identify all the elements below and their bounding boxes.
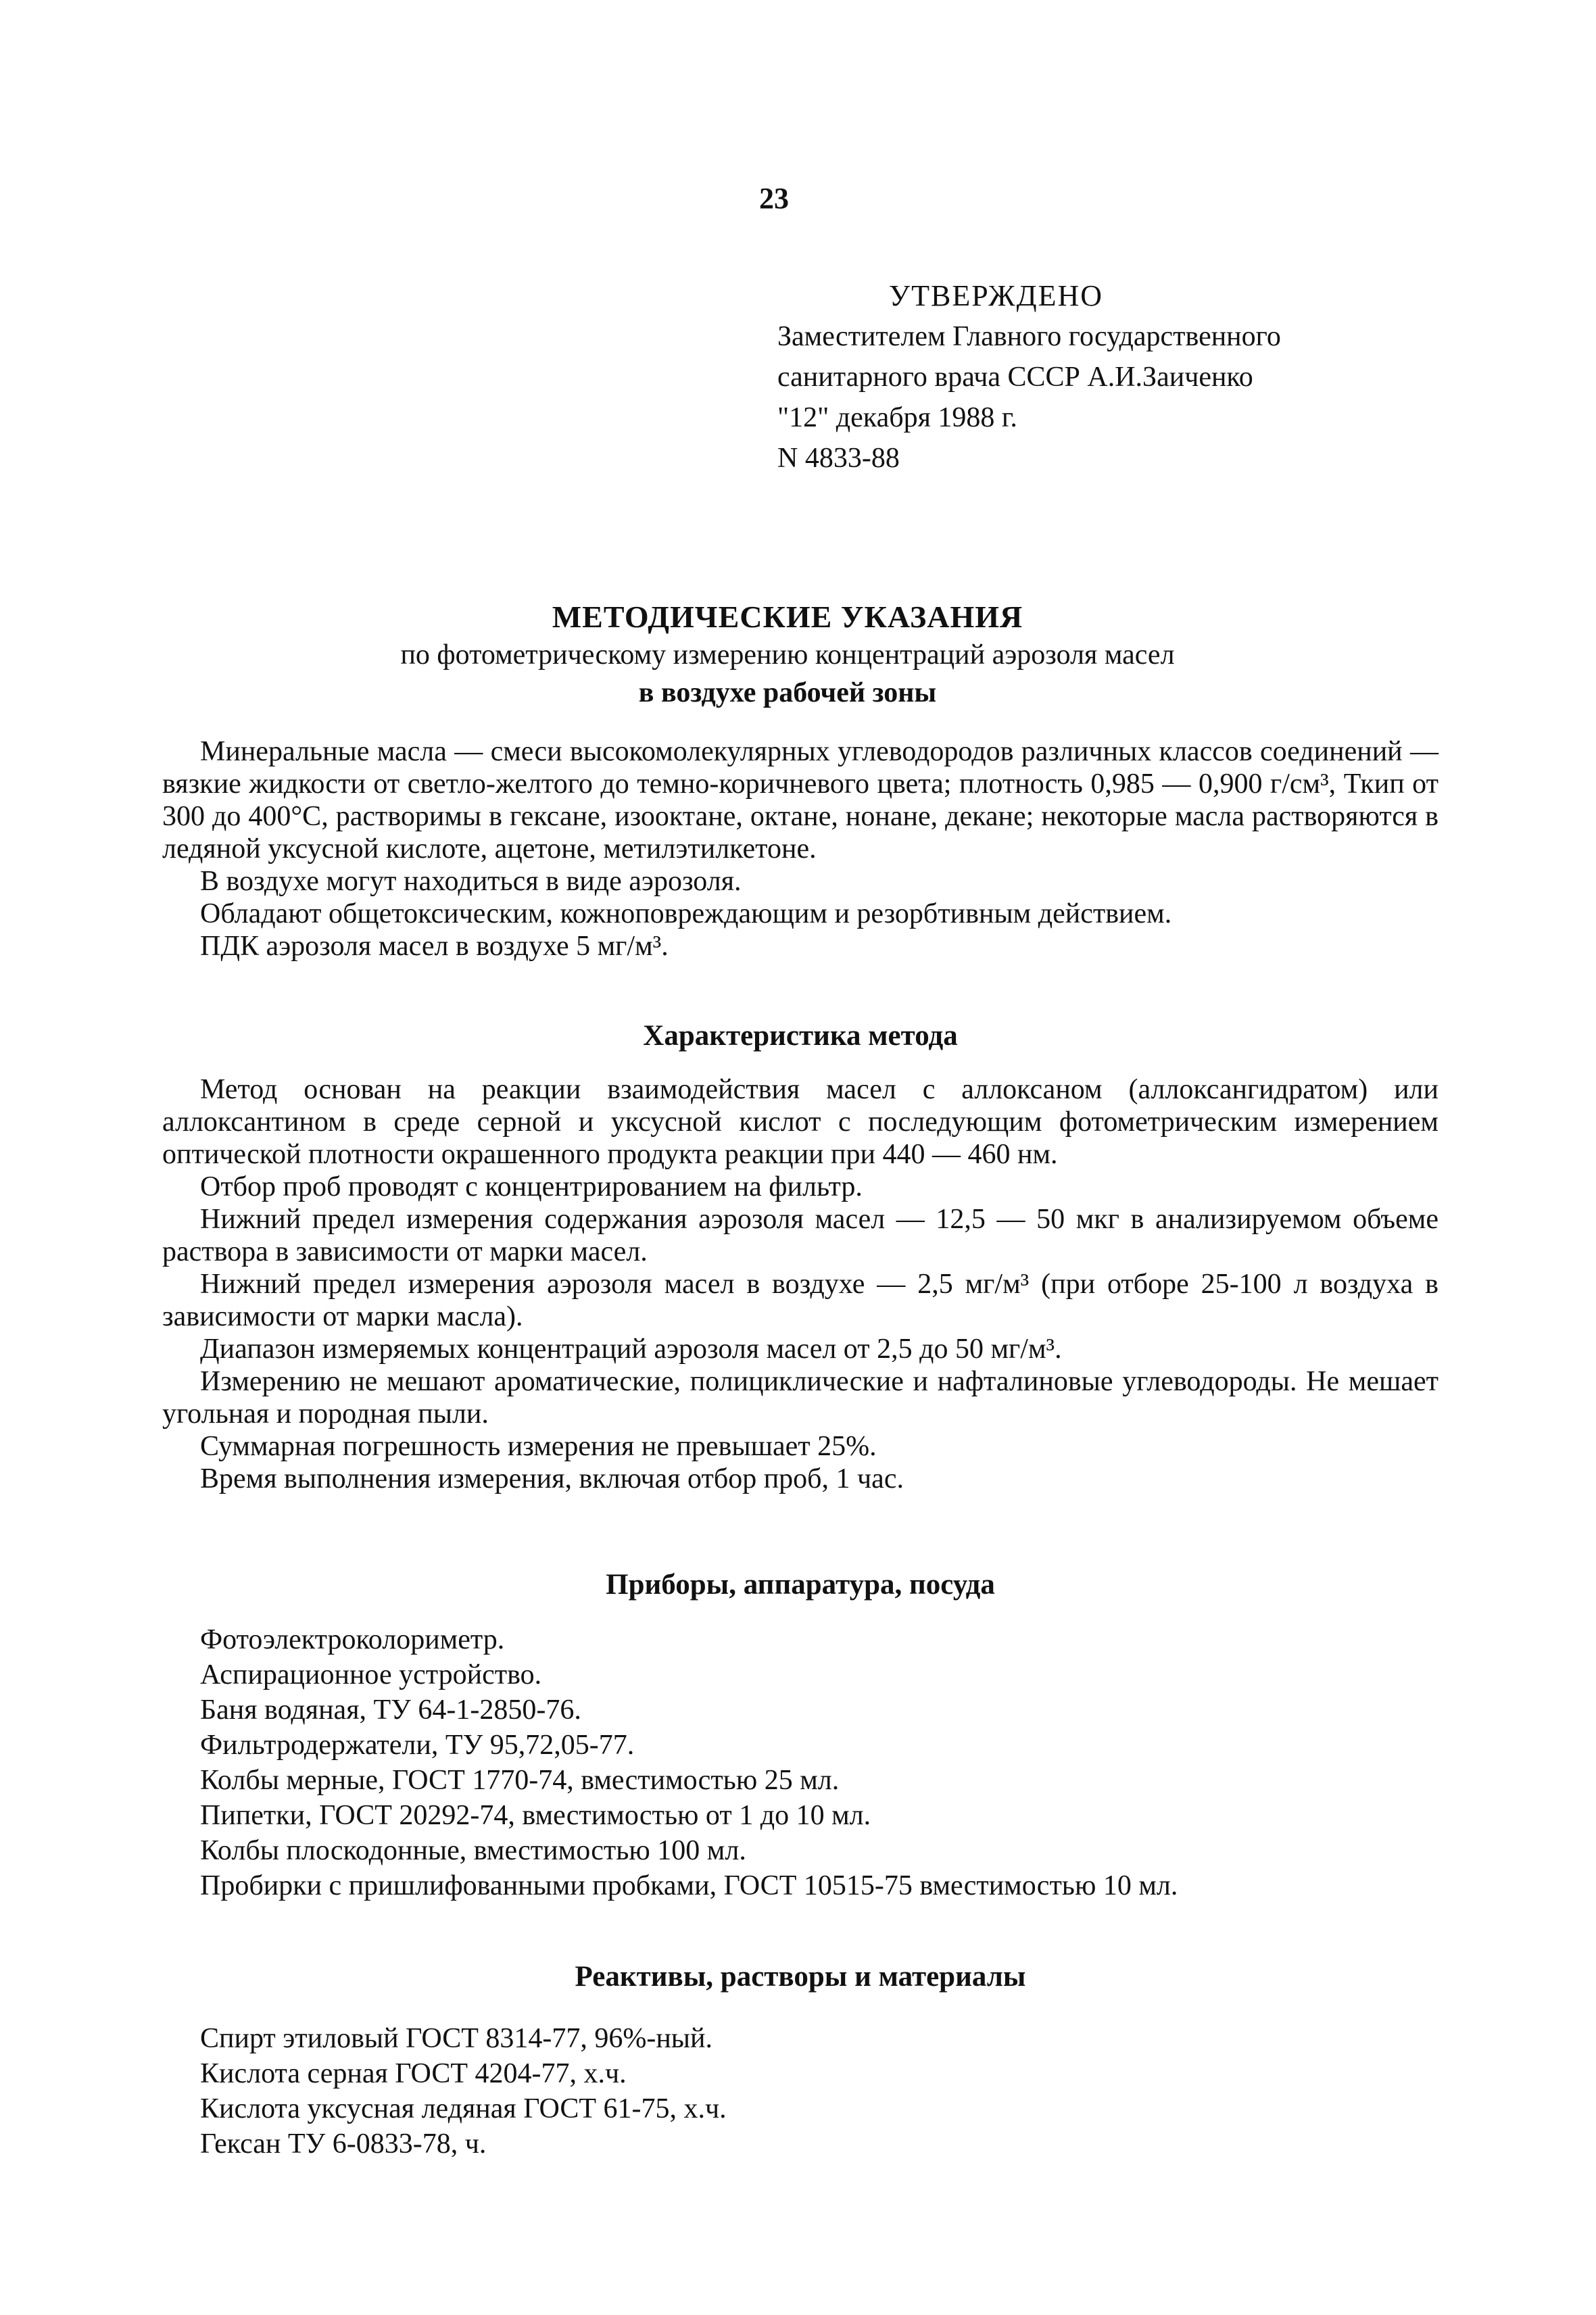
- paragraph: Отбор проб проводят с концентрированием на фильтр.: [200, 1171, 863, 1202]
- document-subtitle-zone: в воздухе рабочей зоны: [638, 677, 937, 708]
- list-item: Фильтродержатели, ТУ 95,72,05-77.: [200, 1730, 635, 1761]
- section-heading-reagents: Реактивы, растворы и материалы: [575, 1961, 1026, 1993]
- document-subtitle: по фотометрическому измерению концентраций аэрозоля масел: [400, 639, 1175, 671]
- approval-line: Заместителем Главного государственного: [777, 321, 1281, 352]
- approval-number: N 4833-88: [777, 443, 900, 474]
- list-item: Пипетки, ГОСТ 20292-74, вместимостью от 1 до 10 мл.: [200, 1800, 871, 1831]
- paragraph: Диапазон измеряемых концентраций аэрозоля масел от 2,5 до 50 мг/м³.: [200, 1334, 1062, 1365]
- approval-title: УТВЕРЖДЕНО: [889, 279, 1104, 312]
- section-heading-method: Характеристика метода: [643, 1020, 958, 1052]
- list-item: Баня водяная, ТУ 64-1-2850-76.: [200, 1695, 581, 1726]
- document-title-main: МЕТОДИЧЕСКИЕ УКАЗАНИЯ: [552, 600, 1023, 634]
- paragraph: Минеральные масла — смеси высокомолекулярных углеводородов различных классов соединений — вязкие жидкости от светло-желтого до темно-коричневого цвета; плотность 0,985 — 0,900 г/см³, Ткип от 300 до 400°С, растворимы в гексане, изооктане, октане, нонане, декане; некоторые масла растворяются в ледяной уксусной кислоте, ацетоне, метилэтилкетоне.: [162, 736, 1438, 864]
- page-number: 23: [759, 182, 789, 215]
- paragraph: Метод основан на реакции взаимодействия масел с аллоксаном (аллоксангидратом) или аллоксантином в среде серной и уксусной кислот с последующим фотометрическим измерением оптической плотности окрашенного продукта реакции при 440 — 460 нм.: [162, 1074, 1438, 1170]
- document-title: [162, 598, 1413, 712]
- list-item: Гексан ТУ 6-0833-78, ч.: [200, 2128, 487, 2160]
- paragraph: Обладают общетоксическим, кожноповреждающим и резорбтивным действием.: [200, 898, 1172, 929]
- list-item: Аспирационное устройство.: [200, 1659, 542, 1690]
- intro-section: [162, 735, 1438, 962]
- paragraph: Измерению не мешают ароматические, полициклические и нафталиновые углеводороды. Не мешает угольная и породная пыли.: [162, 1366, 1438, 1430]
- paragraph: ПДК аэрозоля масел в воздухе 5 мг/м³.: [200, 931, 669, 962]
- paragraph: Суммарная погрешность измерения не превышает 25%.: [200, 1431, 877, 1462]
- paragraph: Время выполнения измерения, включая отбор проб, 1 час.: [200, 1463, 904, 1494]
- reagents-list: [200, 2021, 1437, 2162]
- list-item: Фотоэлектроколориметр.: [200, 1624, 505, 1655]
- list-item: Кислота уксусная ледяная ГОСТ 61-75, х.ч.: [200, 2093, 727, 2124]
- approval-line: санитарного врача СССР А.И.Заиченко: [777, 362, 1253, 393]
- list-item: Спирт этиловый ГОСТ 8314-77, 96%-ный.: [200, 2023, 712, 2054]
- method-section: [162, 1073, 1438, 1495]
- equipment-list: [200, 1622, 1437, 1903]
- paragraph: Нижний предел измерения аэрозоля масел в воздухе — 2,5 мг/м³ (при отборе 25-100 л воздуха в зависимости от марки масла).: [162, 1269, 1438, 1332]
- section-heading-equipment: Приборы, аппаратура, посуда: [606, 1569, 995, 1601]
- approval-date: "12" декабря 1988 г.: [777, 402, 1017, 433]
- paragraph: Нижний предел измерения содержания аэрозоля масел — 12,5 — 50 мкг в анализируемом объеме раствора в зависимости от марки масел.: [162, 1204, 1438, 1267]
- list-item: Пробирки с пришлифованными пробками, ГОСТ 10515-75 вместимостью 10 мл.: [200, 1870, 1178, 1901]
- list-item: Колбы плоскодонные, вместимостью 100 мл.: [200, 1835, 746, 1866]
- approval-stamp: [777, 276, 1453, 479]
- paragraph: В воздухе могут находиться в виде аэрозоля.: [200, 866, 742, 897]
- list-item: Колбы мерные, ГОСТ 1770-74, вместимостью 25 мл.: [200, 1765, 840, 1796]
- list-item: Кислота серная ГОСТ 4204-77, х.ч.: [200, 2058, 627, 2089]
